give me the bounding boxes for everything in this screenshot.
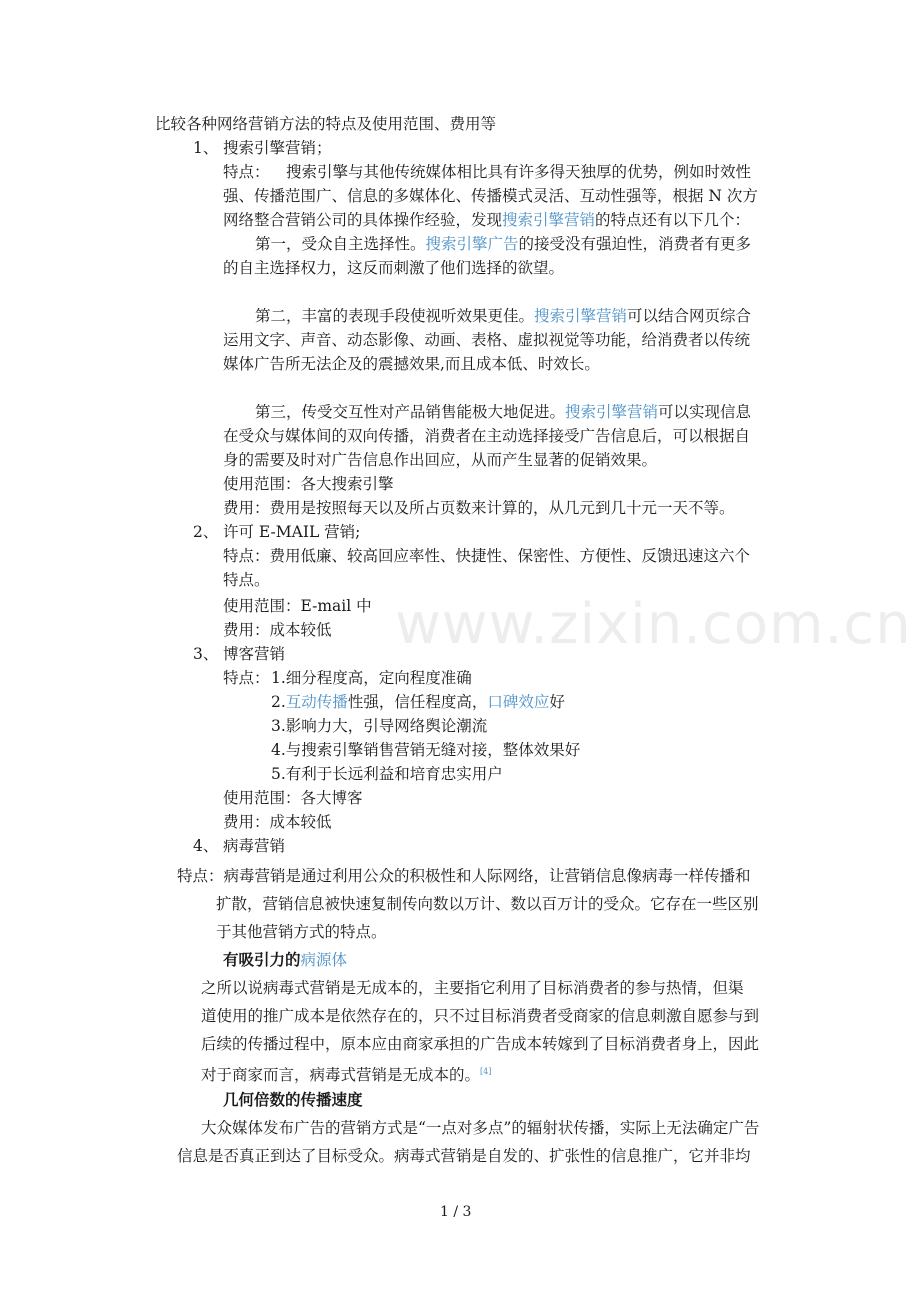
section-1-features-line: 强、传播范围广、信息的多媒体化、传播模式灵活、互动性强等，根据 N 次方 xyxy=(223,187,758,205)
point-1-continuation: 的自主选择权力，这反而刺激了他们选择的欲望。 xyxy=(223,259,565,277)
section-4-features-line: 于其他营销方式的特点。 xyxy=(216,923,387,941)
paragraph-line: 之所以说病毒式营销是无成本的，主要指它利用了目标消费者的参与热情，但渠 xyxy=(201,979,744,997)
list-item: 1.细分程度高，定向程度准确 xyxy=(271,669,472,687)
section-3-cost: 费用：成本较低 xyxy=(223,813,332,831)
page-number: 1 / 3 xyxy=(440,1204,472,1220)
paragraph-line: 大众媒体发布广告的营销方式是“一点对多点”的辐射状传播，实际上无法确定广告 xyxy=(201,1119,760,1137)
citation-link[interactable]: [4] xyxy=(480,1067,492,1076)
subheading-geometric-speed: 几何倍数的传播速度 xyxy=(223,1090,363,1109)
section-1-features-label: 特点： xyxy=(223,163,270,181)
point-3-line xyxy=(255,400,751,424)
section-2-scope: 使用范围：E-mail 中 xyxy=(223,597,372,615)
paragraph-text: 对于商家而言，病毒式营销是无成本的。 xyxy=(201,1066,481,1085)
list-item: 3.影响力大，引导网络舆论潮流 xyxy=(271,717,488,735)
section-1-features-line: 搜索引擎与其他传统媒体相比具有许多得天独厚的优势，例如时效性 xyxy=(286,163,752,181)
watermark: www.zixin.com.cn xyxy=(395,592,912,657)
list-item: 5.有利于长远利益和培育忠实用户 xyxy=(271,765,503,783)
search-engine-ad-link[interactable]: 搜索引擎广告 xyxy=(425,235,519,253)
list-item xyxy=(271,690,565,714)
section-3-features-label: 特点： xyxy=(223,669,270,687)
document-title: 比较各种网络营销方法的特点及使用范围、费用等 xyxy=(155,115,497,133)
paragraph-text: 的接受没有强迫性，消费者有更多 xyxy=(518,235,752,253)
interactive-spread-link[interactable]: 互动传播 xyxy=(285,693,348,711)
subheading-attractive-virus xyxy=(223,948,347,972)
section-4-features-line: 特点：病毒营销是通过利用公众的积极性和人际网络，让营销信息像病毒一样传播和 xyxy=(177,867,751,885)
paragraph-text: 2. xyxy=(271,693,286,711)
paragraph-text: 可以结合网页综合 xyxy=(627,307,752,325)
section-2-heading: 许可 E-MAIL 营销; xyxy=(223,523,361,541)
paragraph-text: 第一，受众自主选择性。 xyxy=(255,235,426,253)
paragraph-line: 信息是否真正到达了目标受众。病毒式营销是自发的、扩张性的信息推广，它并非均 xyxy=(177,1147,751,1165)
paragraph-line: 道使用的推广成本是依然存在的，只不过目标消费者受商家的信息刺激自愿参与到 xyxy=(201,1007,760,1025)
paragraph-text: 第二，丰富的表现手段使视听效果更佳。 xyxy=(255,307,535,325)
section-2-features-line: 特点：费用低廉、较高回应率性、快捷性、保密性、方便性、反馈迅速这六个 xyxy=(223,547,751,565)
point-1-line xyxy=(255,232,751,256)
section-2-cost: 费用：成本较低 xyxy=(223,621,332,639)
section-3-number: 3、 xyxy=(193,645,219,663)
search-engine-marketing-link[interactable]: 搜索引擎营销 xyxy=(502,211,596,229)
section-3-scope: 使用范围：各大博客 xyxy=(223,789,363,807)
section-1-features-line xyxy=(223,208,750,232)
paragraph-line xyxy=(201,1060,491,1087)
section-1-number: 1、 xyxy=(193,139,219,157)
point-2-continuation: 运用文字、声音、动态影像、动画、表格、虚拟视觉等功能，给消费者以传统 xyxy=(223,331,751,349)
section-1-scope: 使用范围：各大搜索引擎 xyxy=(223,475,394,493)
paragraph-line: 后续的传播过程中，原本应由商家承担的广告成本转嫁到了目标消费者身上，因此 xyxy=(201,1035,760,1053)
point-3-continuation: 在受众与媒体间的双向传播，消费者在主动选择接受广告信息后，可以根据自 xyxy=(223,427,751,445)
paragraph-text: 第三，传受交互性对产品销售能极大地促进。 xyxy=(255,403,566,421)
section-3-heading: 博客营销 xyxy=(223,645,286,663)
search-engine-marketing-link[interactable]: 搜索引擎营销 xyxy=(534,307,628,325)
section-1-cost: 费用：费用是按照每天以及所占页数来计算的，从几元到几十元一天不等。 xyxy=(223,499,735,517)
section-2-features-line: 特点。 xyxy=(223,571,270,589)
paragraph-text: 好 xyxy=(549,693,565,711)
point-2-line xyxy=(255,304,751,328)
paragraph-text: 性强，信任程度高， xyxy=(347,693,488,711)
paragraph-text: 网络整合营销公司的具体操作经验，发现 xyxy=(223,211,503,229)
point-2-continuation: 媒体广告所无法企及的震撼效果,而且成本低、时效长。 xyxy=(223,355,600,373)
section-4-number: 4、 xyxy=(193,837,219,855)
paragraph-text: 可以实现信息 xyxy=(658,403,752,421)
list-item: 4.与搜索引擎销售营销无缝对接，整体效果好 xyxy=(271,741,581,759)
point-3-continuation: 身的需要及时对广告信息作出回应，从而产生显著的促销效果。 xyxy=(223,451,658,469)
section-2-number: 2、 xyxy=(193,523,219,541)
section-4-features-line: 扩散，营销信息被快速复制传向数以万计、数以百万计的受众。它存在一些区别 xyxy=(216,895,759,913)
section-4-heading: 病毒营销 xyxy=(223,837,286,855)
search-engine-marketing-link[interactable]: 搜索引擎营销 xyxy=(565,403,659,421)
paragraph-text: 的特点还有以下几个： xyxy=(595,211,751,229)
virus-source-link[interactable]: 病源体 xyxy=(300,951,348,969)
section-1-heading: 搜索引擎营销； xyxy=(223,139,332,157)
subheading-text: 有吸引力的 xyxy=(223,950,301,969)
word-of-mouth-link[interactable]: 口碑效应 xyxy=(487,693,550,711)
